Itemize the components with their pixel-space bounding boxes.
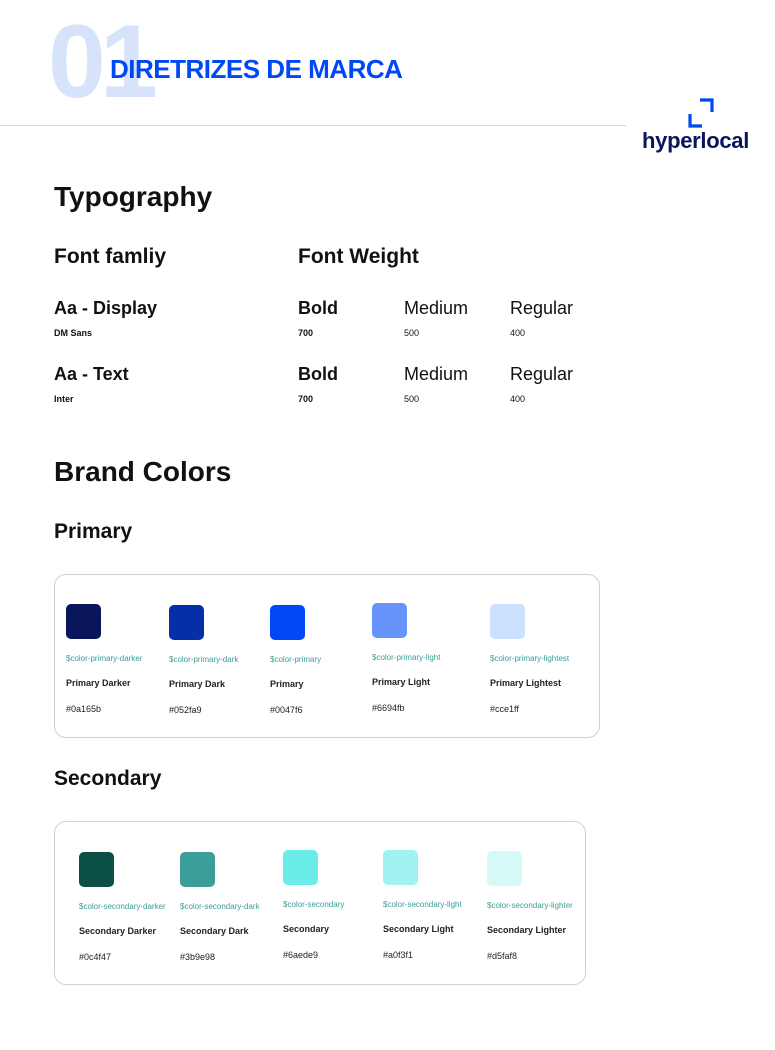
color-token: $color-secondary-lighter xyxy=(487,901,573,910)
weight-value-medium: 500 xyxy=(404,394,420,404)
color-swatch xyxy=(383,850,418,885)
color-token: $color-primary-dark xyxy=(169,655,239,664)
color-token: $color-secondary-light xyxy=(383,900,462,909)
font-text-name: Aa - Text xyxy=(54,364,129,384)
weight-label-medium: Medium xyxy=(404,364,469,384)
color-token: $color-secondary xyxy=(283,900,345,909)
color-token: $color-secondary-dark xyxy=(180,902,260,911)
color-swatch xyxy=(169,605,204,640)
primary-heading: Primary xyxy=(54,520,133,543)
color-name: Secondary Light xyxy=(383,924,454,934)
color-swatch xyxy=(66,604,101,639)
page-title: DIRETRIZES DE MARCA xyxy=(110,54,403,84)
weight-label-bold: Bold xyxy=(298,298,338,318)
color-name: Primary Dark xyxy=(169,679,226,689)
color-token: $color-primary-darker xyxy=(66,654,143,663)
typography-title: Typography xyxy=(54,181,213,212)
weight-label-bold: Bold xyxy=(298,364,338,384)
weight-value-regular: 400 xyxy=(510,394,526,404)
color-name: Secondary Lighter xyxy=(487,925,567,935)
color-name: Primary Lightest xyxy=(490,678,562,688)
color-token: $color-primary-light xyxy=(372,653,441,662)
weight-value-bold: 700 xyxy=(298,394,314,404)
color-name: Secondary xyxy=(283,924,330,934)
section-number: 01 xyxy=(48,4,152,120)
primary-colors-panel xyxy=(54,574,600,738)
color-name: Secondary Darker xyxy=(79,926,157,936)
weight-value-bold: 700 xyxy=(298,328,314,338)
color-name: Primary xyxy=(270,679,304,689)
weight-value-regular: 400 xyxy=(510,328,526,338)
color-swatch xyxy=(372,603,407,638)
color-hex: #3b9e98 xyxy=(180,952,216,962)
color-hex: #cce1ff xyxy=(490,704,519,714)
color-swatch xyxy=(490,604,525,639)
color-swatch xyxy=(180,852,215,887)
weight-value-medium: 500 xyxy=(404,328,420,338)
color-name: Secondary Dark xyxy=(180,926,249,936)
color-hex: #0047f6 xyxy=(270,705,303,715)
header-divider xyxy=(0,125,626,126)
weight-label-regular: Regular xyxy=(510,298,574,318)
color-hex: #6694fb xyxy=(372,703,405,713)
logo-wordmark: hyperlocal xyxy=(642,128,750,153)
font-weight-heading: Font Weight xyxy=(298,245,419,268)
color-token: $color-primary-lightest xyxy=(490,654,570,663)
font-family-heading: Font famliy xyxy=(54,245,167,268)
logo-mark-icon xyxy=(688,98,714,128)
color-token: $color-secondary-darker xyxy=(79,902,166,911)
font-text-family: Inter xyxy=(54,394,74,404)
color-hex: #a0f3f1 xyxy=(383,950,414,960)
color-hex: #d5faf8 xyxy=(487,951,518,961)
color-token: $color-primary xyxy=(270,655,322,664)
font-display-name: Aa - Display xyxy=(54,298,158,318)
brand-colors-title: Brand Colors xyxy=(54,456,232,487)
font-display-family: DM Sans xyxy=(54,328,93,338)
weight-label-regular: Regular xyxy=(510,364,574,384)
color-name: Primary Darker xyxy=(66,678,131,688)
color-swatch xyxy=(283,850,318,885)
secondary-colors-panel xyxy=(54,821,586,985)
color-hex: #6aede9 xyxy=(283,950,319,960)
color-hex: #0a165b xyxy=(66,704,102,714)
color-name: Primary Light xyxy=(372,677,431,687)
color-swatch xyxy=(79,852,114,887)
color-swatch xyxy=(487,851,522,886)
secondary-heading: Secondary xyxy=(54,767,162,790)
color-hex: #0c4f47 xyxy=(79,952,112,962)
weight-label-medium: Medium xyxy=(404,298,469,318)
brand-logo xyxy=(642,98,762,158)
color-swatch xyxy=(270,605,305,640)
color-hex: #052fa9 xyxy=(169,705,202,715)
